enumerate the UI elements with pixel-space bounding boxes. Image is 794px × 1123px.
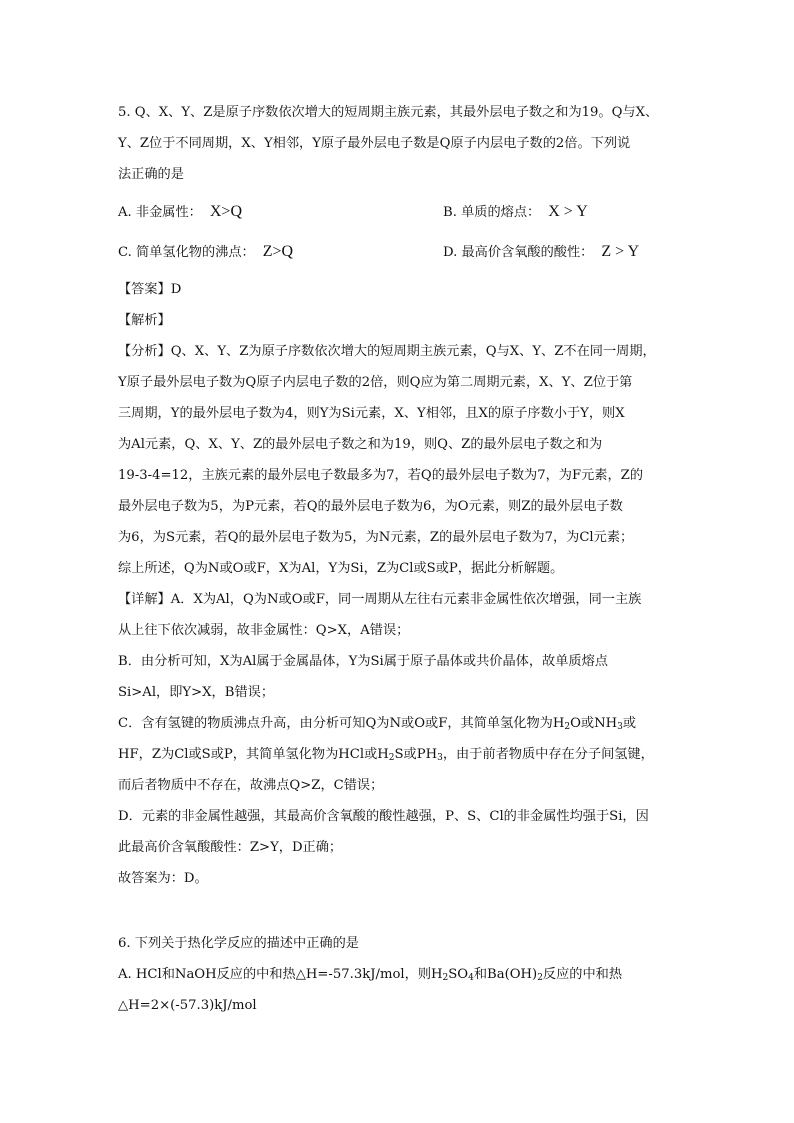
q5-analysis-heading: 【解析】: [118, 313, 171, 328]
option-d-math: Z > Y: [601, 243, 640, 260]
option-c-math: Z>Q: [262, 243, 294, 260]
q5-option-a: [118, 204, 242, 221]
subscript: 2: [537, 973, 543, 983]
q5-stem-line-3: 法正确的是: [118, 167, 184, 182]
option-a-label: A. 非金属性：: [118, 205, 202, 220]
detail-line-8: D．元素的非金属性越强，其最高价含氧酸的酸性越强，P、S、Cl的非金属性均强于Si，因: [118, 809, 649, 824]
analysis-line-6: 最外层电子数为5，为P元素，若Q的最外层电子数为6，为O元素，则Z的最外层电子数: [118, 499, 623, 514]
analysis-line-4: 为Al元素，Q、X、Y、Z的最外层电子数之和为19，则Q、Z的最外层电子数之和为: [118, 437, 603, 452]
detail-c-line-1: [118, 716, 636, 732]
text-segment: 或: [622, 716, 637, 731]
subscript: 2: [388, 753, 395, 763]
text-segment: 和Ba(OH): [473, 967, 538, 982]
text-segment: 反应的中和热: [542, 967, 623, 982]
detail-line-2: 从上往下依次减弱，故非金属性：Q>X，A错误；: [118, 623, 410, 638]
option-a-math: X>Q: [209, 203, 242, 220]
detail-c-line-2: [118, 747, 654, 763]
option-c-label: C. 简单氢化物的沸点：: [118, 245, 255, 260]
analysis-line-1: 【分析】Q、X、Y、Z为原子序数依次增大的短周期主族元素，Q与X、Y、Z不在同一周期，: [118, 344, 656, 359]
text-segment: SO: [448, 967, 469, 982]
text-segment: O或NH: [570, 716, 618, 731]
q6-option-a-line-1: [118, 967, 622, 983]
analysis-line-3: 三周期，Y的最外层电子数为4，则Y为Si元素，X、Y相邻，且X的原子序数小于Y，则X: [118, 406, 625, 421]
q6-option-a-line-2: △H=2×(-57.3)kJ/mol: [118, 998, 257, 1013]
detail-line-9: 此最高价含氧酸酸性：Z>Y，D正确；: [118, 840, 343, 855]
detail-line-3: B．由分析可知，X为Al属于金属晶体，Y为Si属于原子晶体或共价晶体，故单质熔点: [118, 654, 608, 669]
q6-stem: 6. 下列关于热化学反应的描述中正确的是: [118, 936, 359, 951]
q5-option-b: [443, 204, 588, 221]
option-b-label: B. 单质的熔点：: [443, 205, 541, 220]
analysis-line-8: 综上所述，Q为N或O或F，X为Al，Y为Si，Z为Cl或S或P，据此分析解题。: [118, 561, 564, 576]
q5-option-c: [118, 244, 293, 261]
analysis-line-7: 为6，为S元素，若Q的最外层电子数为5，为N元素，Z的最外层电子数为7，为Cl元素；: [118, 530, 634, 545]
detail-line-1: 【详解】A．X为Al，Q为N或O或F，同一周期从左往右元素非金属性依次增强，同一主族: [118, 592, 642, 607]
subscript: 4: [468, 973, 474, 983]
text-segment: A. HCl和NaOH反应的中和热△H=-57.3kJ/mol，则H: [118, 967, 443, 982]
q5-stem-line-2: Y、Z位于不同周期，X、Y相邻，Y原子最外层电子数是Q原子内层电子数的2倍。下列说: [118, 136, 631, 151]
text-segment: C．含有氢键的物质沸点升高，由分析可知Q为N或O或F，其简单氢化物为H: [118, 716, 565, 731]
text-segment: ，由于前者物质中存在分子间氢键，: [442, 747, 654, 762]
text-segment: S或PH: [394, 747, 438, 762]
detail-line-4: Si>Al，即Y>X，B错误；: [118, 685, 275, 700]
option-d-label: D. 最高价含氧酸的酸性：: [443, 245, 594, 260]
subscript: 2: [442, 973, 449, 983]
subscript: 3: [437, 753, 443, 763]
analysis-line-2: Y原子最外层电子数为Q原子内层电子数的2倍，则Q应为第二周期元素，X、Y、Z位于第: [118, 375, 633, 390]
subscript: 2: [564, 722, 571, 732]
text-segment: HF，Z为Cl或S或P，其简单氢化物为HCl或H: [118, 747, 389, 762]
subscript: 3: [617, 722, 623, 732]
q5-option-d: [443, 244, 639, 261]
detail-line-7: 而后者物质中不存在，故沸点Q>Z，C错误；: [118, 778, 384, 793]
option-b-math: X > Y: [548, 203, 588, 220]
q5-stem-line-1: 5. Q、X、Y、Z是原子序数依次增大的短周期主族元素，其最外层电子数之和为19。Q与X、: [118, 105, 659, 120]
final-answer-line: 故答案为：D。: [118, 871, 208, 886]
analysis-line-5: 19-3-4=12，主族元素的最外层电子数最多为7，若Q的最外层电子数为7，为F元素，Z的: [118, 468, 644, 483]
q5-answer: 【答案】D: [118, 282, 182, 297]
